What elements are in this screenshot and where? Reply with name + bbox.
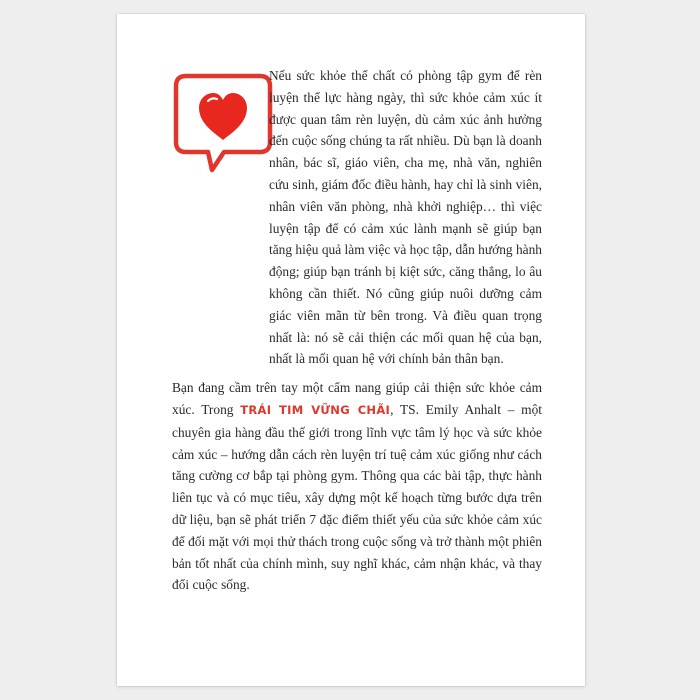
paragraph-1: Nếu sức khỏe thể chất có phòng tập gym để rèn luyện thể lực hàng ngày, thì sức khỏe cảm xúc ít được quan tâm rèn luyện, dù cảm xúc ảnh hưởng đến cuộc sống chúng ta rất nhiều. Dù bạn là doanh nhân, bác sĩ, giáo viên, cha mẹ, nhà văn, nghiên cứu sinh, giám đốc điều hành, hay chỉ là sinh viên, nhân viên văn phòng, nhà khởi nghiệp… thì việc luyện tập để có cảm xúc lành mạnh sẽ giúp bạn tăng hiệu quả làm việc và học tập, dẫn hướng hành động; giúp bạn tránh bị kiệt sức, căng thẳng, lo âu không cần thiết. Nó cũng giúp nuôi dưỡng cảm giác viên mãn từ bên trong. Và điều quan trọng nhất là: nó sẽ cải thiện các mối quan hệ của bạn, nhất là mối quan hệ với chính bản thân bạn.	[269, 68, 542, 367]
description-text	[172, 65, 542, 596]
paragraph-2-intro: Bạn đang cầm trên tay một cẩm nang giúp cải thiện sức khỏe cảm xúc. Trong	[172, 380, 542, 417]
book-back-cover	[117, 14, 585, 686]
paragraph-2	[172, 377, 542, 596]
paragraph-2-body: , TS. Emily Anhalt – một chuyên gia hàng đầu thế giới trong lĩnh vực tâm lý học và sức khỏe cảm xúc – hướng dẫn cách rèn luyện trí tuệ cảm xúc giống như cách tăng cường cơ bắp tại phòng gym. Thông qua các bài tập, thực hành liên tục và có mục tiêu, xây dựng một kế hoạch từng bước dựa trên dữ liệu, bạn sẽ phát triển 7 đặc điểm thiết yếu của sức khỏe cảm xúc để đối mặt với mọi thử thách trong cuộc sống và trở thành một phiên bản tốt nhất của chính mình, suy nghĩ khác, cảm nhận khác, và thay đổi cuộc sống.	[172, 401, 542, 593]
book-title: TRÁI TIM VỮNG CHÃI	[240, 402, 391, 417]
